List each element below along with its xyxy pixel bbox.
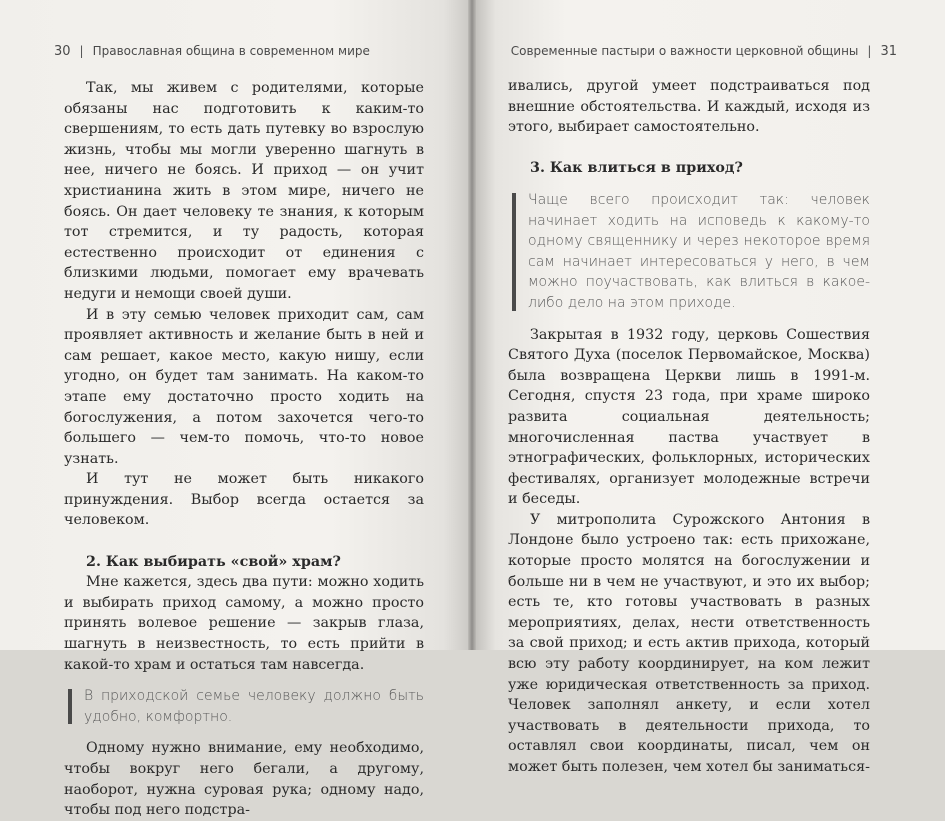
- header-separator: |: [867, 44, 872, 58]
- spacer: [64, 727, 424, 738]
- paragraph: И тут не может быть никакого принуждения. Выбор всегда остается за человеком.: [64, 471, 424, 529]
- right-page: [472, 0, 945, 775]
- paragraph: Мне кажется, здесь два пути: можно ходить и выбирать приход самому, а можно просто принять волевое решение — закрыв глаза, шагнуть в неизвестность, то есть прийти в какой-то храм и остаться там навсегда.: [64, 574, 424, 673]
- paragraph: Закрытая в 1932 году, церковь Сошествия Святого Духа (поселок Первомайское, Москва) была возвращена Церкви лишь в 1991-м. Сегодня, спустя 23 года, при храме широко развита социальная деятельность; многочисленная паства участвует в этнографических, фольклорных, исторических фестивалях, организует молодежные встречи и беседы.: [508, 326, 870, 508]
- book-gutter: [468, 0, 476, 650]
- spacer: [64, 675, 424, 686]
- left-running-title: Православная община в современном мире: [92, 44, 370, 58]
- paragraph: У митрополита Сурожского Антония в Лондоне было устроено так: есть прихожане, которые просто молятся на богослужении и больше ни в чем не участвуют, и это их выбор; есть те, кто готовы участвовать в разных мероприятиях, делах, нести ответственность за свой приход; и есть актив прихода, который всю эту работу координирует, на ком лежит уже юридическая ответственность за приход. Человек заполнял анкету, и если хотел участвовать в деятельности прихода, то оставлял свои координаты, писал, чем он может быть полезен, чем хотел бы заниматься-: [508, 511, 870, 775]
- left-running-header: [54, 44, 370, 59]
- paragraph: И в эту семью человек приходит сам, сам проявляет активность и желание быть в ней и сам решает, какое место, какую нишу, если угодно, он будет там занимать. На каком-то этапе ему достаточно просто ходить на богослужения, а потом захочется чего-то большего — чем-то помочь, что-то новое узнать.: [64, 306, 424, 467]
- paragraph-continuation: ивались, другой умеет подстраиваться под внешние обстоятельства. И каждый, исходя из этого, выбирает самостоятельно.: [508, 78, 870, 136]
- pull-quote: [64, 686, 424, 727]
- header-separator: |: [79, 44, 84, 58]
- paragraph: Одному нужно внимание, ему необходимо, чтобы вокруг него бегали, а другому, наоборот, нужна суровая рука; одному надо, чтобы под него подстра-: [64, 740, 424, 819]
- right-running-title: Современные пастыри о важности церковной общины: [510, 44, 859, 58]
- pull-quote: [508, 190, 870, 314]
- spacer: [64, 531, 424, 552]
- right-page-number: 31: [880, 44, 897, 59]
- spacer: [508, 138, 870, 159]
- left-page: [0, 0, 472, 819]
- spacer: [508, 314, 870, 325]
- left-page-number: 30: [54, 44, 71, 59]
- spacer: [508, 179, 870, 190]
- quote-bar: [68, 689, 72, 724]
- pull-quote-text: В приходской семье человеку должно быть удобно, комфортно.: [84, 688, 424, 725]
- section-heading: 2. Как выбирать «свой» храм?: [86, 553, 341, 570]
- left-page-body: [64, 78, 424, 821]
- section-heading: 3. Как влиться в приход?: [530, 160, 743, 177]
- pull-quote-text: Чаще всего происходит так: человек начинает ходить на исповедь к какому-то одному священнику и через некоторое время сам начинает интересоваться у него, в чем можно поучаствовать, как влиться в какое-либо дело на этом приходе.: [528, 191, 870, 311]
- right-page-body: [508, 76, 870, 778]
- paragraph: Так, мы живем с родителями, которые обязаны нас подготовить к каким-то свершениям, то есть дать путевку во взрослую жизнь, чтобы мы могли уверенно шагнуть в нее, ничего не боясь. И приход — он учит христианина жить в этом мире, ничего не боясь. Он дает человеку те знания, к которым тот стремится, и ту радость, которая естественно происходит от единения с близкими людьми, помогает ему врачевать недуги и немощи своей души.: [64, 80, 424, 302]
- quote-bar: [512, 193, 516, 311]
- right-running-header: [511, 44, 897, 59]
